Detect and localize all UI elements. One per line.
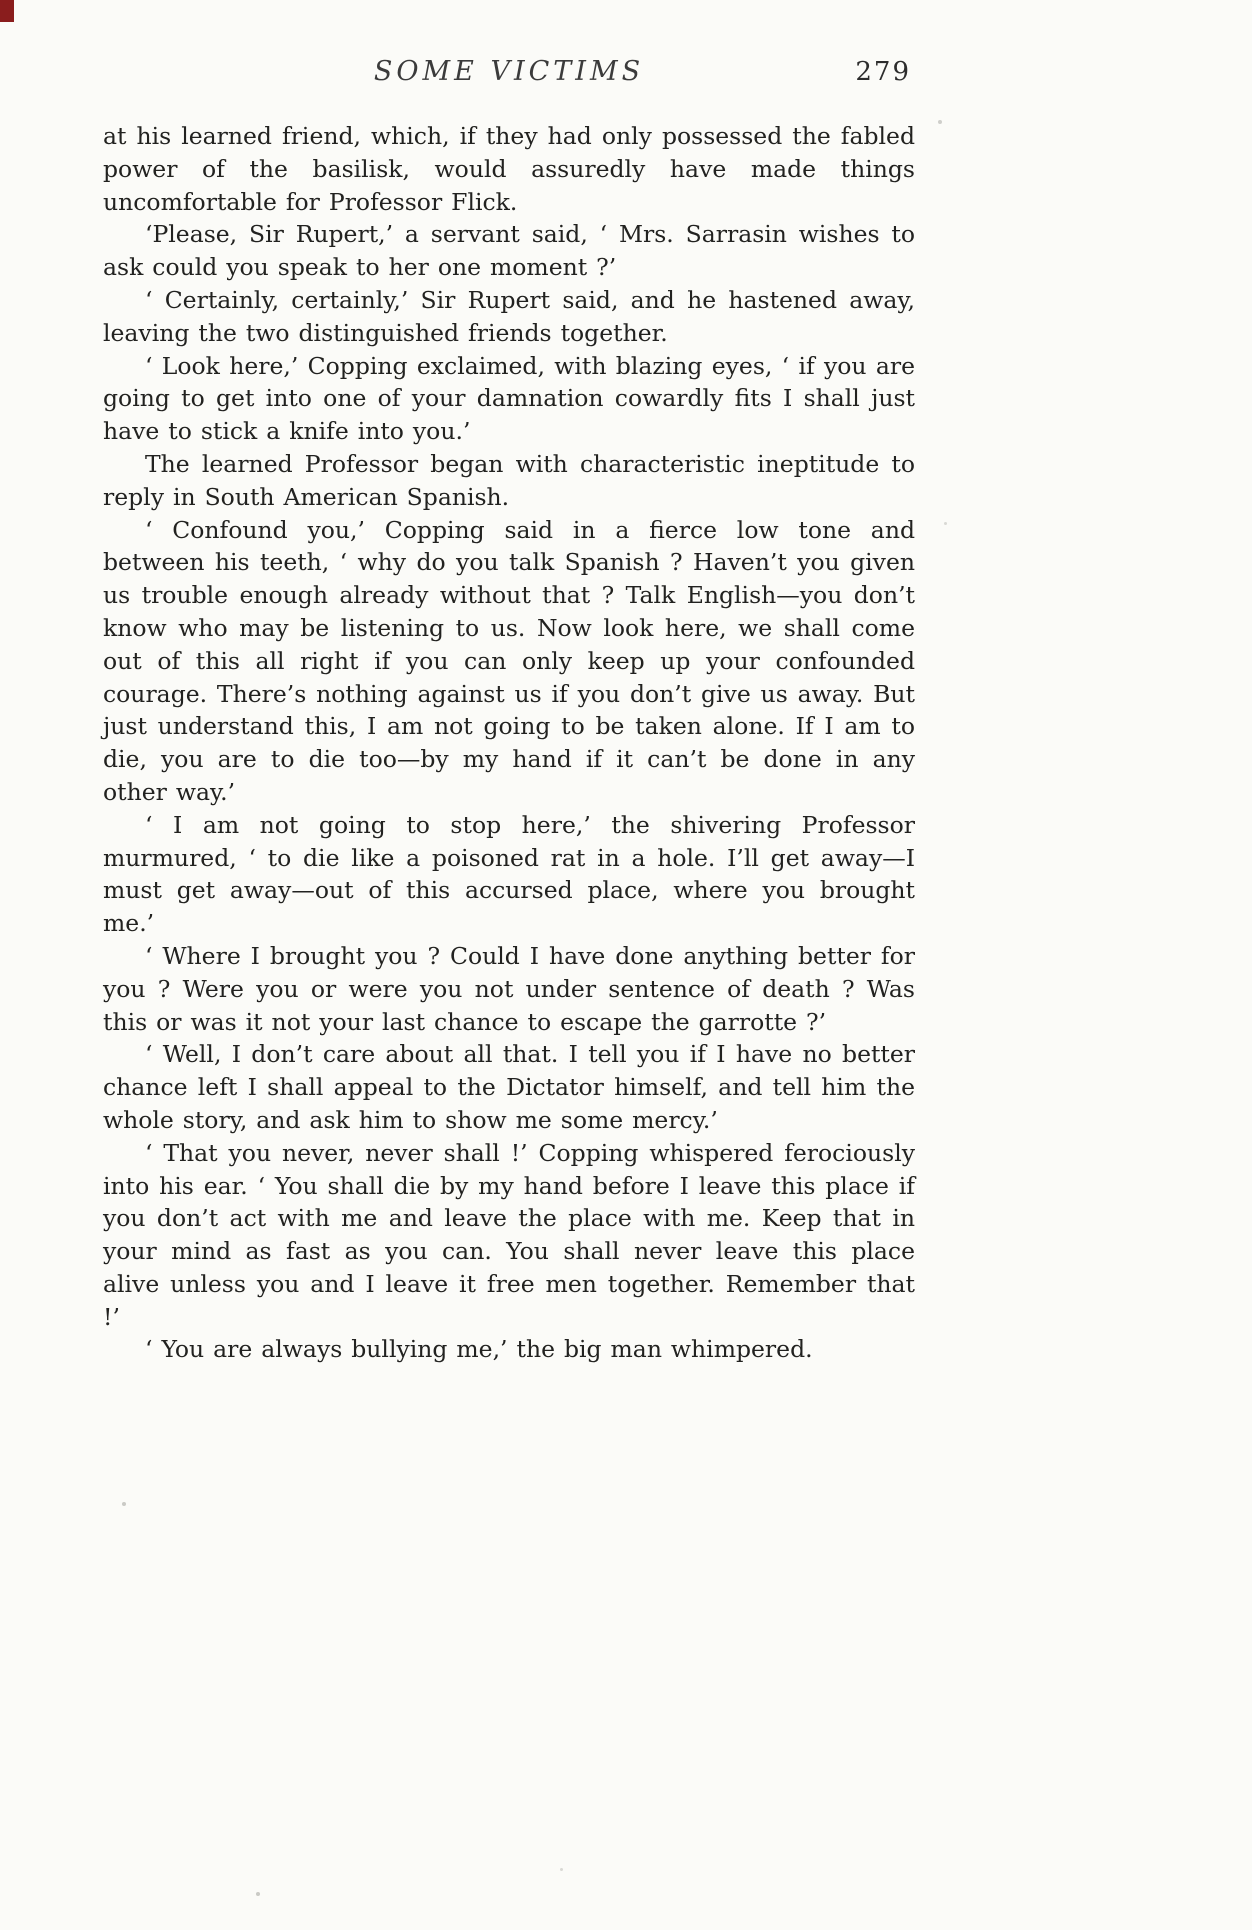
- scan-speck: [938, 120, 942, 124]
- page-number: 279: [855, 57, 911, 87]
- running-header: [103, 56, 915, 98]
- page-body: [103, 120, 915, 1366]
- paragraph: ‘ Certainly, certainly,’ Sir Rupert said, and he hastened away, leaving the two distinguished friends together.: [103, 285, 915, 347]
- paragraph: ‘ I am not going to stop here,’ the shivering Professor murmured, ‘ to die like a poisoned rat in a hole. I’ll get away—I must get away—out of this accursed place, where you brought me.’: [103, 810, 915, 938]
- paragraph: The learned Professor began with characteristic ineptitude to reply in South American Spanish.: [103, 449, 915, 511]
- paragraph: ‘ Well, I don’t care about all that. I tell you if I have no better chance left I shall appeal to the Dictator himself, and tell him the whole story, and ask him to show me some mercy.’: [103, 1040, 915, 1134]
- scan-speck: [944, 522, 947, 525]
- paragraph: ‘ Confound you,’ Copping said in a fierce low tone and between his teeth, ‘ why do you talk Spanish ? Haven’t you given us trouble enough already without that ? Talk English—you don’t know who may be listening to us. Now look here, we shall come out of this all right if you can only keep up your confounded courage. There’s nothing against us if you don’t give us away. But just understand this, I am not going to be taken alone. If I am to die, you are to die too—by my hand if it can’t be done in any other way.’: [103, 515, 915, 806]
- scan-speck: [560, 1868, 563, 1871]
- paragraph: ‘ That you never, never shall !’ Copping whispered ferociously into his ear. ‘ You shall die by my hand before I leave this place if you don’t act with me and leave the place with me. Keep that in your mind as fast as you can. You shall never leave this place alive unless you and I leave it free men together. Remember that !’: [103, 1138, 915, 1331]
- paragraph: at his learned friend, which, if they had only possessed the fabled power of the basilisk, would assuredly have made things uncomfortable for Professor Flick.: [103, 122, 915, 216]
- scan-speck: [122, 1502, 126, 1506]
- binding-edge-mark: [0, 0, 14, 22]
- scan-speck: [256, 1892, 260, 1896]
- page-content: [103, 56, 915, 1366]
- paragraph: ‘ Where I brought you ? Could I have done anything better for you ? Were you or were you not under sentence of death ? Was this or was it not your last chance to escape the garrotte ?’: [103, 941, 915, 1036]
- paragraph: ‘Please, Sir Rupert,’ a servant said, ‘ Mrs. Sarrasin wishes to ask could you speak to her one moment ?’: [103, 220, 915, 282]
- paragraph: ‘ You are always bullying me,’ the big man whimpered.: [145, 1335, 813, 1364]
- paragraph: ‘ Look here,’ Copping exclaimed, with blazing eyes, ‘ if you are going to get into one of your damnation cowardly fits I shall just have to stick a knife into you.’: [103, 351, 915, 446]
- running-title: SOME VICTIMS: [373, 56, 645, 87]
